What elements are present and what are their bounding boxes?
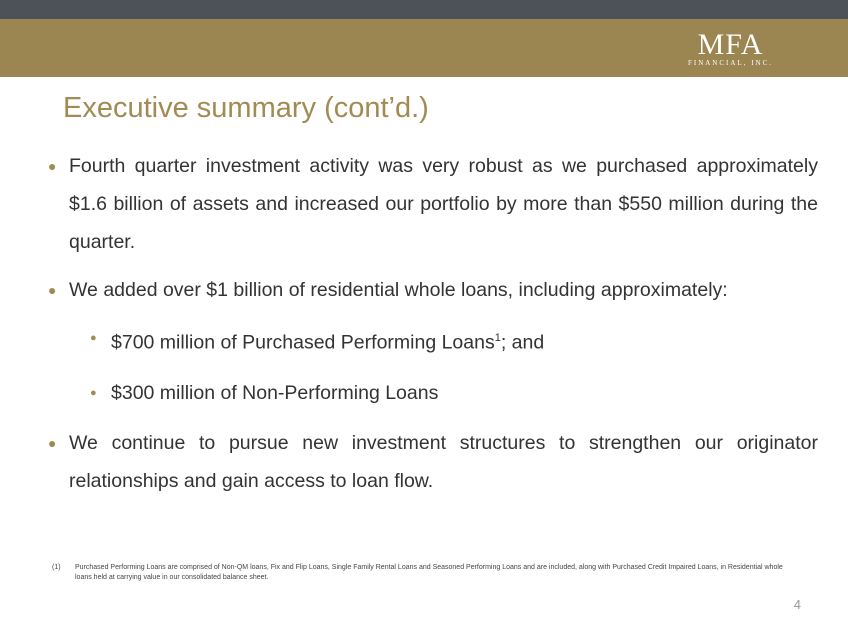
bullet-item <box>48 424 818 500</box>
slide-title: Executive summary (cont’d.) <box>63 92 429 124</box>
bullet-dot-icon: ● <box>48 434 57 451</box>
bullet-dot-icon: ● <box>90 386 97 399</box>
bullet-text: We continue to pursue new investment structures to strengthen our originator relationships and gain access to loan flow. <box>69 431 818 492</box>
logo-subtitle: FINANCIAL, INC. <box>687 59 773 67</box>
sub-bullet-item <box>90 374 818 412</box>
bullet-item <box>48 271 818 309</box>
sub-bullet-text: $300 million of Non-Performing Loans <box>111 381 439 404</box>
footnote-ref: 1 <box>494 332 501 344</box>
bullet-dot-icon: ● <box>48 282 57 298</box>
page-number: 4 <box>793 597 801 612</box>
bullet-dot-icon: ● <box>48 158 57 174</box>
bullet-text: We added over $1 billion of residential whole loans, including approximately: <box>69 279 728 301</box>
footnote-mark: (1) <box>52 564 61 571</box>
logo-mark: MFA <box>697 28 764 61</box>
sub-bullet-tail: ; and <box>500 331 545 354</box>
mfa-logo <box>688 30 773 67</box>
sub-bullet-text <box>111 319 818 362</box>
bullet-item <box>48 147 818 261</box>
footnote <box>52 563 792 583</box>
bullet-dot-icon: ● <box>90 332 97 344</box>
bullet-text: Fourth quarter investment activity was very robust as we purchased approximately $1.6 billion of assets and increased our portfolio by more than $550 million during the quarter. <box>69 155 818 253</box>
sub-bullet-item <box>90 319 818 362</box>
bullet-list <box>48 147 818 510</box>
footnote-text: Purchased Performing Loans are comprised of Non-QM loans, Fix and Flip Loans, Single Family Rental Loans and Seasoned Performing Loans and are included, along with Purchased Credit Impaired Loans, in Residential whole loans held at carrying value in our consolidated balance sheet. <box>75 564 783 581</box>
top-bar <box>0 0 848 19</box>
sub-bullet-main: $700 million of Purchased Performing Loans <box>111 331 495 354</box>
